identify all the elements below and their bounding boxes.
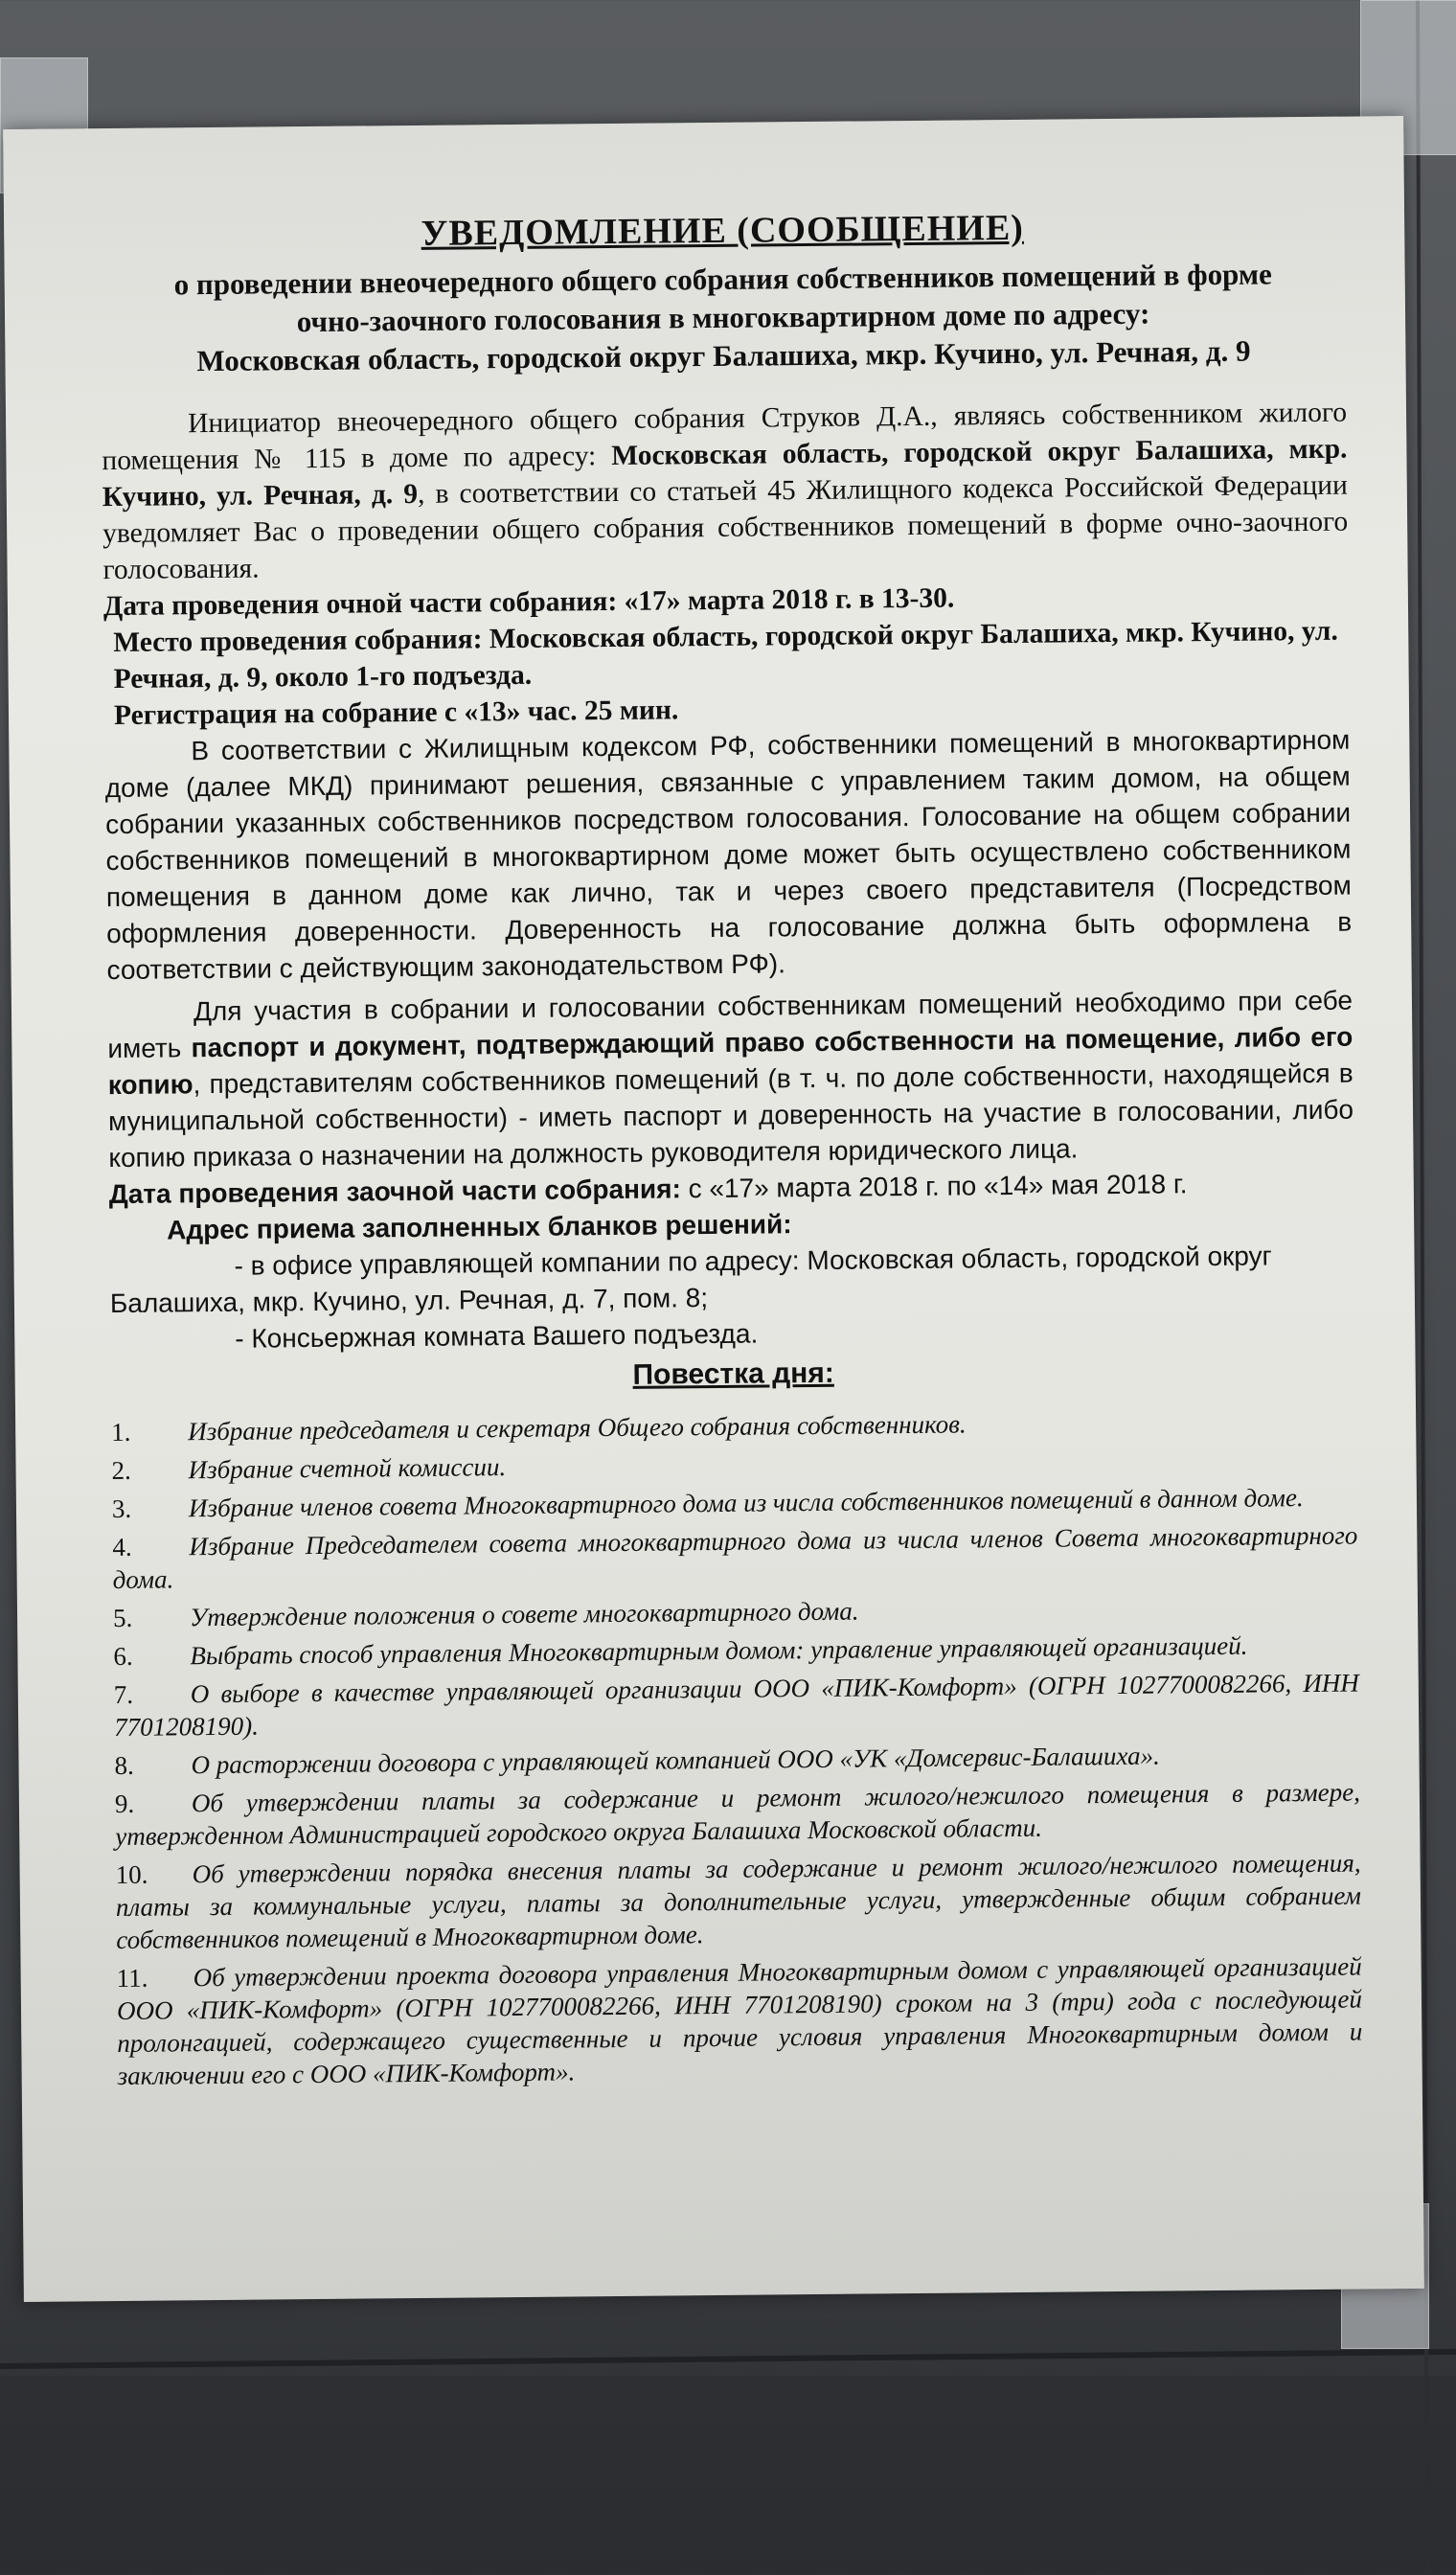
agenda-item xyxy=(113,1629,1358,1673)
agenda-item-number: 8. xyxy=(114,1750,134,1781)
agenda-item-text: Утверждение положения о совете многоквартирного дома. xyxy=(189,1596,859,1632)
address-item: - в офисе управляющей компании по адресу: Московская область, городской округ Балашиха, мкр. Кучино, ул. Речная, д. 7, пом. 8; xyxy=(109,1241,1272,1319)
intro-text-end: , в соответствии со статьей 45 Жилищного кодекса Российской Федерации уведомляет Вас о проведении общего собрания собственников помещений в форме очно-заочного голосования. xyxy=(102,469,1349,586)
agenda-item-text: Избрание членов совета Многоквартирного дома из числа собственников помещений в данном доме. xyxy=(188,1483,1304,1523)
notice-title: УВЕДОМЛЕНИЕ (СООБЩЕНИЕ) xyxy=(421,207,1025,254)
agenda-item xyxy=(113,1590,1358,1634)
absentee-label: Дата проведения заочной части собрания: xyxy=(108,1174,681,1210)
agenda-item-number: 1. xyxy=(111,1417,131,1447)
subtitle-line: о проведении внеочередного общего собрания собственников помещений в форме xyxy=(173,257,1272,302)
agenda-title: Повестка дня: xyxy=(632,1356,834,1391)
meeting-place: Место проведения собрания: Московская область, городской округ Балашиха, мкр. Кучино, ул. Речная, д. 9, около 1-го подъезда. xyxy=(113,615,1338,695)
notice-subtitle xyxy=(101,255,1347,381)
agenda-item-number: 3. xyxy=(111,1493,132,1524)
subtitle-line: очно-заочного голосования в многоквартирном доме по адресу: xyxy=(296,296,1150,339)
agenda-item-text: О расторжении договора с управляющей компанией ООО «УК «Домсервис-Балашиха». xyxy=(191,1741,1160,1780)
address-label: Адрес приема заполненных бланков решений: xyxy=(167,1209,792,1245)
agenda-item-number: 5. xyxy=(112,1603,133,1633)
intro-paragraph xyxy=(102,395,1349,588)
participation-text-end: , представителям собственников помещений (в т. ч. по доле собственности, находящейся в муниципальной собственности) - иметь паспорт и доверенность на участие в голосовании, либо копию приказа о назначении на должность руководителя юридического лица. xyxy=(107,1058,1354,1174)
agenda-item-number: 4. xyxy=(112,1532,132,1562)
agenda-item-text: Выбрать способ управления Многоквартирным домом: управление управляющей организацией. xyxy=(190,1630,1248,1671)
agenda-item-number: 9. xyxy=(114,1789,135,1819)
agenda-item-text: Избрание председателя и секретаря Общего собрания собственников. xyxy=(188,1409,967,1447)
agenda-item xyxy=(115,1776,1361,1853)
agenda-list xyxy=(111,1404,1363,2092)
agenda-item-text: Об утверждении проекта договора управления Многоквартирным домом с управляющей организацией ООО «ПИК-Комфорт» (ОГРН 1027700082266, ИНН 7701208190) сроком на 3 (три) года с последующей пролонгацией, содержащего существенные и прочие условия управления Многоквартирным домом и заключении его с ООО «ПИК-Комфорт». xyxy=(116,1951,1363,2091)
agenda-item xyxy=(111,1443,1356,1487)
agenda-item xyxy=(112,1481,1357,1525)
housing-code-paragraph: В соответствии с Жилищным кодексом РФ, собственники помещений в многоквартирном доме (далее МКД) принимают решения, связанные с управлением таким домом, на общем собрании указанных собственников посредством голосования. Голосование на общем собрании собственников помещений в многоквартирном доме может быть осуществлено собственником помещения в данном доме как лично, так и через своего представителя (Посредством оформления доверенности. Доверенность на голосование должна быть оформлена в соответствии с действующим законодательством РФ). xyxy=(104,724,1353,986)
subtitle-line: Московская область, городской округ Балашиха, мкр. Кучино, ул. Речная, д. 9 xyxy=(196,333,1251,378)
participation-paragraph xyxy=(107,983,1354,1176)
registration: Регистрация на собрание с «13» час. 25 мин. xyxy=(113,695,679,731)
agenda-item xyxy=(114,1667,1360,1743)
agenda-item-text: О выборе в качестве управляющей организации ООО «ПИК-Комфорт» (ОГРН 1027700082266, ИНН 7701208190). xyxy=(114,1668,1359,1743)
agenda-item-number: 7. xyxy=(113,1679,134,1710)
agenda-item-number: 10. xyxy=(115,1859,148,1890)
address-item: - Консьержная комната Вашего подъезда. xyxy=(235,1318,759,1354)
participation-text: Для участия в собрании и голосовании собственникам помещений необходимо при себе иметь xyxy=(107,985,1354,1064)
agenda-item-text: Избрание счетной комиссии. xyxy=(188,1452,507,1485)
agenda-item xyxy=(111,1404,1356,1448)
participation-required-docs: паспорт и документ, подтверждающий право собственности на помещение, либо его копию xyxy=(107,1021,1354,1101)
agenda-item-text: Об утверждении платы за содержание и ремонт жилого/нежилого помещения в размере, утвержденном Администрацией городского округа Балашиха Московской области. xyxy=(115,1777,1361,1852)
notice-document xyxy=(100,203,1363,2098)
agenda-item-number: 6. xyxy=(113,1641,133,1672)
meeting-date: Дата проведения очной части собрания: «17» марта 2018 г. в 13-30. xyxy=(102,582,955,623)
agenda-item-text: Избрание Председателем совета многоквартирного дома из числа членов Совета многоквартирного дома. xyxy=(112,1520,1358,1595)
agenda-item xyxy=(114,1738,1359,1782)
intro-text: Инициатор внеочередного общего собрания Струков Д.А., являясь собственником жилого помещения № 115 в доме по адресу: xyxy=(102,397,1348,477)
notice-paper xyxy=(3,116,1424,2302)
agenda-item xyxy=(112,1519,1358,1596)
intro-address: Московская область, городской округ Балашиха, мкр. Кучино, ул. Речная, д. 9 xyxy=(102,433,1348,513)
absentee-value: с «17» марта 2018 г. по «14» мая 2018 г. xyxy=(680,1169,1188,1204)
agenda-item-number: 11. xyxy=(116,1963,148,1994)
agenda-item-number: 2. xyxy=(111,1455,131,1486)
agenda-item xyxy=(115,1847,1361,1956)
agenda-item xyxy=(117,1950,1363,2092)
agenda-item-text: Об утверждении порядка внесения платы за содержание и ремонт жилого/нежилого помещения, платы за коммунальные услуги, платы за дополнительные услуги, утвержденные общим собранием собственников помещений в Многоквартирном доме. xyxy=(115,1848,1362,1955)
